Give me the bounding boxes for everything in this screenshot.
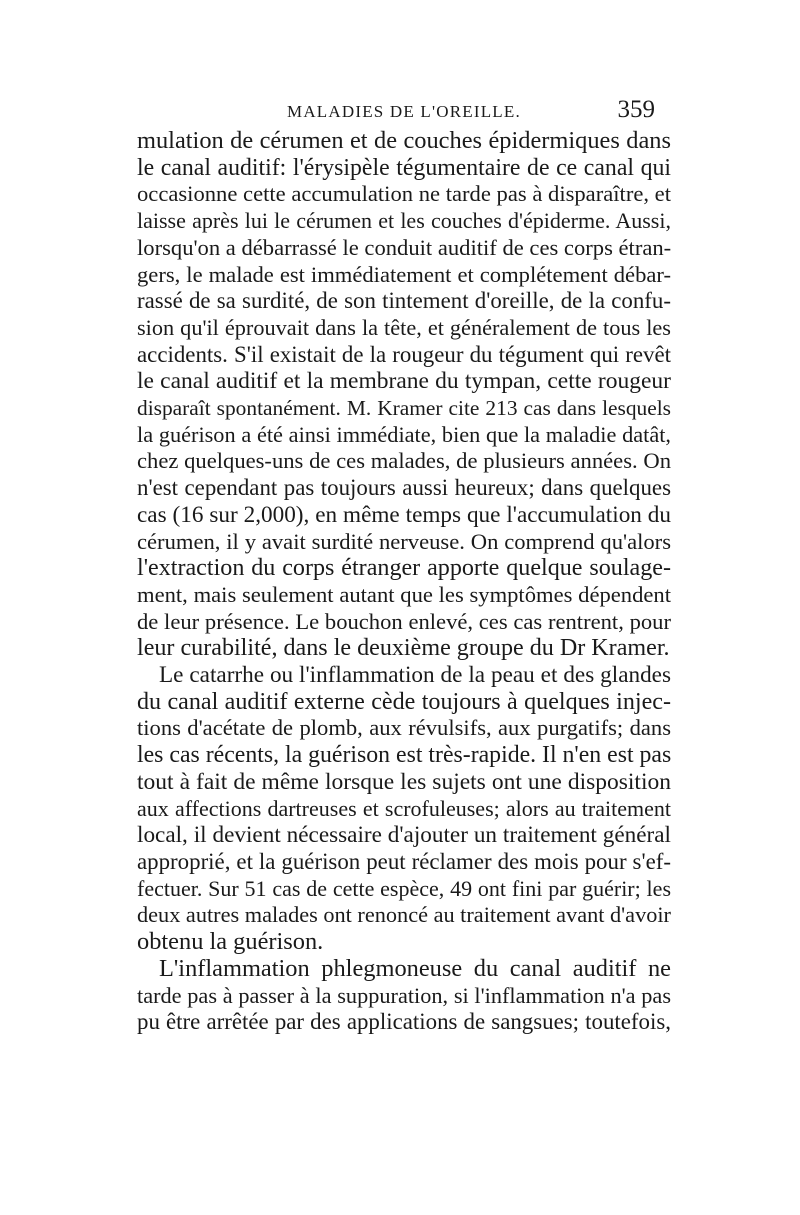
text-line: mulation de cérumen et de couches épidermiques dans — [137, 127, 671, 154]
text-line: rassé de sa surdité, de son tintement d'oreille, de la confu- — [137, 288, 671, 314]
text-line: le canal auditif: l'érysipèle tégumentaire de ce canal qui — [137, 154, 671, 181]
text-line: deux autres malades ont renoncé au traitement avant d'avoir — [137, 902, 671, 928]
text-line: n'est cependant pas toujours aussi heureux; dans quelques — [137, 475, 671, 501]
text-line: obtenu la guérison. — [137, 928, 324, 956]
text-line: pu être arrêtée par des applications de sangsues; toutefois, — [137, 1009, 671, 1035]
text-line: tions d'acétate de plomb, aux révulsifs, aux purgatifs; dans — [137, 715, 671, 741]
text-line: tarde pas à passer à la suppuration, si l'inflammation n'a pas — [137, 982, 671, 1008]
text-line: laisse après lui le cérumen et les couches d'épiderme. Aussi, — [137, 208, 671, 234]
page-header — [137, 96, 655, 128]
text-line: chez quelques-uns de ces malades, de plusieurs années. On — [137, 448, 671, 474]
text-line: lorsqu'on a débarrassé le conduit auditif de ces corps étran- — [137, 234, 672, 260]
text-line: disparaît spontanément. M. Kramer cite 213 cas dans lesquels — [137, 396, 671, 421]
text-line: Le catarrhe ou l'inflammation de la peau et des glandes — [159, 662, 671, 689]
text-line: approprié, et la guérison peut réclamer des mois pour s'ef- — [137, 848, 671, 874]
text-line: les cas récents, la guérison est très-rapide. Il n'en est pas — [137, 742, 672, 769]
text-line: de leur présence. Le bouchon enlevé, ces cas rentrent, pour — [137, 608, 671, 634]
text-line: local, il devient nécessaire d'ajouter un traitement général — [137, 822, 671, 849]
text-line: tout à fait de même lorsque les sujets ont une disposition — [137, 768, 671, 795]
text-line: ment, mais seulement autant que les symptômes dépendent — [137, 581, 671, 607]
text-line: leur curabilité, dans le deuxième groupe du Dr Kramer. — [137, 635, 670, 662]
text-line: du canal auditif externe cède toujours à quelques injec- — [137, 688, 671, 715]
text-line: cérumen, il y avait surdité nerveuse. On comprend qu'alors — [137, 528, 671, 554]
text-line: occasionne cette accumulation ne tarde pas à disparaître, et — [137, 181, 671, 207]
text-line: sion qu'il éprouvait dans la tête, et généralement de tous les — [137, 314, 671, 340]
text-line: la guérison a été ainsi immédiate, bien que la maladie datât, — [137, 421, 671, 447]
text-line: le canal auditif et la membrane du tympan, cette rougeur — [137, 368, 671, 395]
text-line: aux affections dartreuses et scrofuleuses; alors au traitement — [137, 795, 671, 821]
body-text — [137, 128, 671, 1036]
text-line: L'inflammation phlegmoneuse du canal auditif ne — [159, 954, 671, 982]
text-line: gers, le malade est immédiatement et complétement débar- — [137, 261, 671, 287]
running-title: MALADIES DE L'OREILLE. — [287, 102, 521, 121]
text-line: accidents. S'il existait de la rougeur du tégument qui revêt — [137, 341, 671, 367]
text-line: l'extraction du corps étranger apporte quelque soulage- — [137, 555, 671, 582]
text-line: cas (16 sur 2,000), en même temps que l'accumulation du — [137, 501, 671, 528]
page-number: 359 — [617, 96, 655, 123]
text-line: fectuer. Sur 51 cas de cette espèce, 49 ont fini par guérir; les — [137, 875, 671, 901]
